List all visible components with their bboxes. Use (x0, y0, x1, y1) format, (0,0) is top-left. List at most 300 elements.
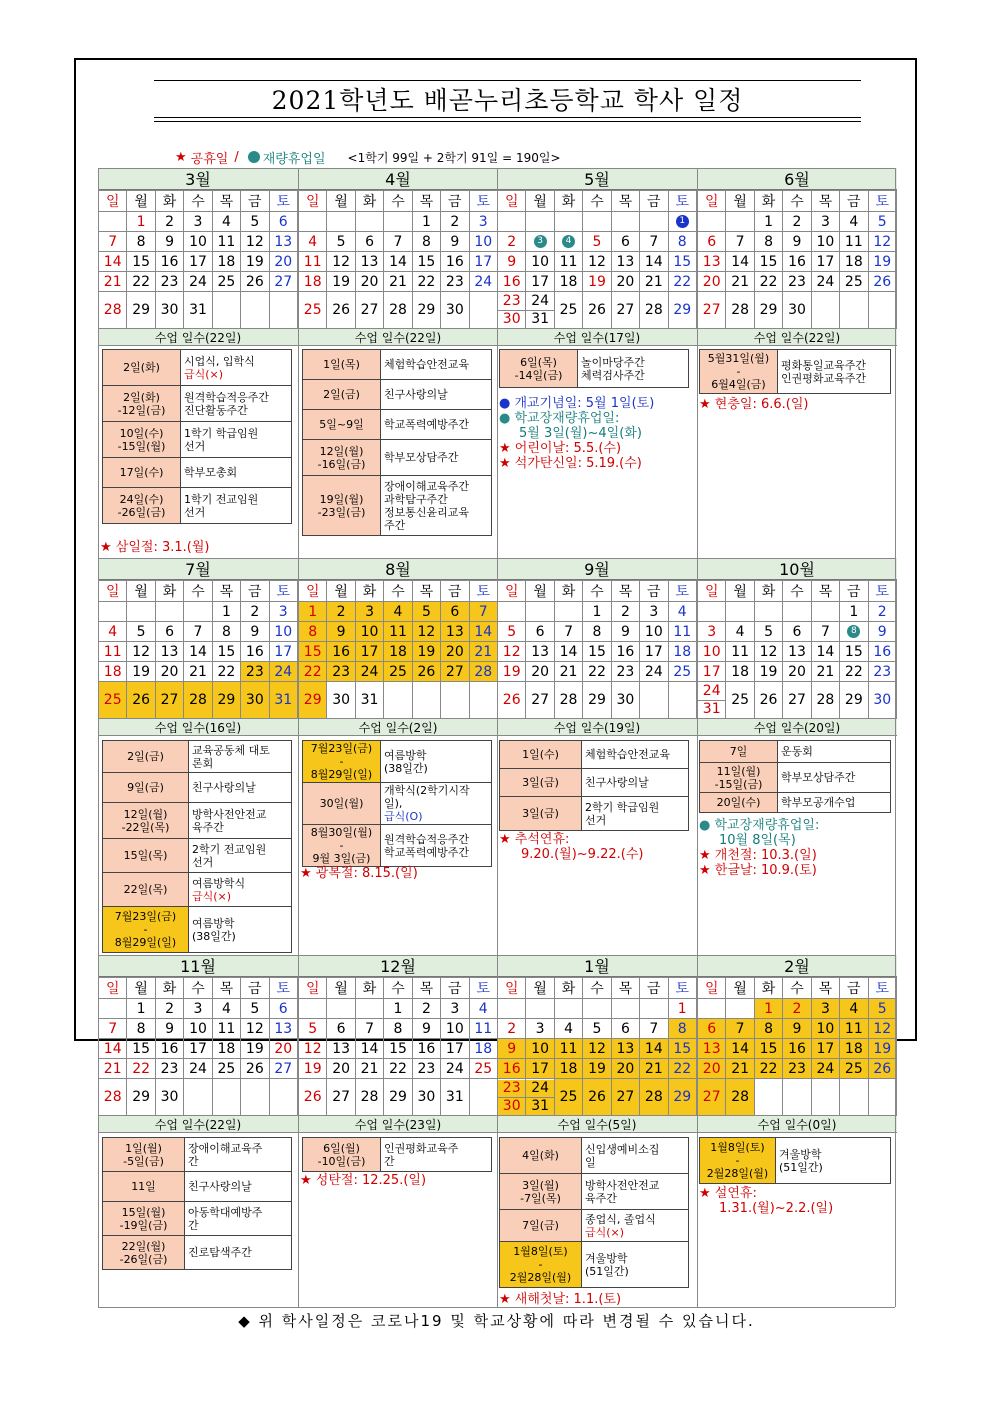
event-description (582, 1210, 689, 1242)
day-cell (554, 602, 582, 622)
day-cell: 6 (698, 232, 726, 252)
event-date: 2일(화) -12일(금) (103, 386, 181, 422)
day-cell: 9 (241, 622, 269, 642)
weekday-header: 토 (469, 581, 497, 602)
day-cell: 27 (526, 682, 554, 719)
day-cell: 21 (184, 662, 212, 682)
day-cell: 4 (299, 232, 327, 252)
event-text: 인권평화교육주 간 (384, 1141, 459, 1168)
month-title: 3월 (98, 168, 298, 190)
weekday-header: 월 (726, 581, 754, 602)
event-date: 3일(월) -7일(목) (500, 1174, 582, 1210)
event-description (189, 803, 292, 839)
day-cell: 4 (840, 212, 868, 232)
day-cell: 23 (783, 272, 811, 292)
weekday-header: 금 (241, 978, 269, 999)
day-cell: 11 (299, 252, 327, 272)
event-date: 30일(월) (303, 783, 381, 825)
day-cell: 17 (640, 642, 668, 662)
day-cell (212, 292, 240, 329)
day-cell: 15 (299, 642, 327, 662)
weekday-header: 화 (155, 978, 183, 999)
month-calendar-table (497, 580, 697, 719)
weekday-header: 월 (327, 978, 355, 999)
day-cell: 1 (212, 602, 240, 622)
weekday-header: 화 (355, 191, 383, 212)
holiday-note (719, 1201, 833, 1216)
day-cell (583, 212, 611, 232)
month-calendar-table (298, 190, 498, 329)
day-cell (811, 292, 839, 329)
day-cell: 20 (698, 272, 726, 292)
event-description (776, 1138, 891, 1184)
event-description (381, 1138, 492, 1172)
weekday-header: 목 (212, 581, 240, 602)
day-cell: 23 (441, 272, 469, 292)
day-cell: 8 (384, 1019, 412, 1039)
weekday-header: 금 (840, 191, 868, 212)
day-cell: 26 (583, 1079, 611, 1116)
day-cell: 30 (241, 682, 269, 719)
event-text: 겨울방학 (51일간) (585, 1251, 629, 1278)
day-cell: 7 (554, 622, 582, 642)
month-calendar-table (98, 580, 298, 719)
day-cell: 2 (155, 999, 183, 1019)
note-text: 새해첫날: 1.1.(토) (514, 1292, 622, 1307)
day-cell: 12 (412, 622, 440, 642)
event-date: 7일 (700, 741, 778, 763)
day-cell: 23 (868, 662, 896, 682)
day-cell: 1 (384, 999, 412, 1019)
day-cell: 15 (127, 1039, 155, 1059)
day-cell: 15 (384, 1039, 412, 1059)
day-cell: 3 (811, 212, 839, 232)
event-date: 1월8일(토) - 2월28일(월) (700, 1138, 776, 1184)
day-cell: 21 (640, 1059, 668, 1079)
month-calendar-table (298, 580, 498, 719)
event-description (381, 410, 492, 440)
event-text: 친구사랑의날 (585, 776, 649, 789)
day-cell (611, 212, 639, 232)
event-table (699, 740, 891, 813)
weekday-header: 수 (783, 581, 811, 602)
weekday-header: 수 (783, 191, 811, 212)
circle-icon: ● (499, 411, 515, 426)
day-cell: 5 (412, 602, 440, 622)
day-cell: 11 (212, 1019, 240, 1039)
day-cell: 24 31 (698, 682, 726, 719)
day-cell (783, 602, 811, 622)
school-days-label: 수업 일수(23일) (298, 1115, 498, 1133)
weekday-header: 일 (299, 978, 327, 999)
month-calendar-table (697, 190, 897, 329)
row-divider (98, 955, 895, 956)
day-cell: 26 (868, 1059, 896, 1079)
day-cell: 15 (754, 1039, 782, 1059)
holiday-note (499, 411, 619, 426)
weekday-header: 월 (127, 978, 155, 999)
day-cell: 6 (611, 1019, 639, 1039)
weekday-header: 수 (583, 978, 611, 999)
day-cell: 25 (469, 1059, 497, 1079)
event-description (189, 907, 292, 953)
day-cell: 4 (840, 999, 868, 1019)
day-cell: 19 (299, 1059, 327, 1079)
day-cell: 22 (299, 662, 327, 682)
weekday-header: 토 (868, 581, 896, 602)
event-date: 11일(월) -15일(금) (700, 763, 778, 793)
day-cell: 13 (441, 622, 469, 642)
event-description (381, 825, 492, 867)
weekday-header: 수 (384, 191, 412, 212)
day-cell (583, 999, 611, 1019)
weekday-header: 금 (441, 191, 469, 212)
day-cell: 19 (412, 642, 440, 662)
event-text: 종업식, 졸업식 (585, 1212, 656, 1226)
star-icon: ★ (499, 456, 515, 471)
circle-icon: ● (699, 818, 715, 833)
weekday-header: 화 (355, 581, 383, 602)
day-cell: 7 (726, 1019, 754, 1039)
day-cell: 16 (412, 1039, 440, 1059)
day-cell: 19 (583, 1059, 611, 1079)
note-text: 삼일절: 3.1.(월) (115, 540, 210, 555)
day-cell: 11 (554, 1039, 582, 1059)
column-divider (497, 168, 498, 1307)
day-cell (754, 602, 782, 622)
grid-border (895, 168, 896, 1307)
day-cell: 23 (412, 1059, 440, 1079)
event-table (499, 1137, 689, 1288)
holiday-note (521, 847, 643, 862)
day-cell: 2 (498, 1019, 526, 1039)
day-cell: 27 (783, 682, 811, 719)
day-cell: 1 (840, 602, 868, 622)
weekday-header: 수 (184, 978, 212, 999)
event-date: 2일(화) (103, 350, 181, 386)
day-cell: 20 (269, 252, 297, 272)
day-cell: 16 (441, 252, 469, 272)
weekday-header: 목 (212, 978, 240, 999)
day-cell: 8 (127, 232, 155, 252)
day-cell: 23 (783, 1059, 811, 1079)
day-cell: 25 (212, 272, 240, 292)
day-cell: 13 (526, 642, 554, 662)
day-cell: 7 (99, 232, 127, 252)
day-cell: 1 (583, 602, 611, 622)
day-cell (526, 999, 554, 1019)
day-cell (469, 1079, 497, 1116)
day-cell (868, 292, 896, 329)
day-cell (640, 682, 668, 719)
day-cell: 15 (583, 642, 611, 662)
day-cell: 29 (412, 292, 440, 329)
holiday-note (100, 540, 210, 555)
weekday-header: 화 (554, 581, 582, 602)
day-cell: 10 (184, 1019, 212, 1039)
weekday-header: 화 (155, 581, 183, 602)
day-cell: 8 (754, 1019, 782, 1039)
day-cell: 14 (99, 252, 127, 272)
day-cell: 24 31 (526, 1079, 554, 1116)
day-cell (269, 1079, 297, 1116)
day-cell: 11 (726, 642, 754, 662)
note-text: 1.31.(월)~2.2.(일) (719, 1201, 834, 1216)
weekday-header: 화 (754, 191, 782, 212)
day-cell: 26 (241, 272, 269, 292)
star-icon: ★ (499, 1292, 515, 1307)
day-cell: 22 (754, 1059, 782, 1079)
weekday-header: 일 (299, 581, 327, 602)
day-cell: 19 (868, 252, 896, 272)
weekday-header: 일 (299, 191, 327, 212)
day-cell: 13 (269, 232, 297, 252)
day-cell: 14 (811, 642, 839, 662)
month-title: 2월 (697, 955, 897, 977)
weekday-header: 목 (611, 191, 639, 212)
weekday-header: 목 (811, 191, 839, 212)
day-cell: 3 (469, 212, 497, 232)
day-cell: 3 (640, 602, 668, 622)
day-cell: 29 (840, 682, 868, 719)
day-cell: 12 (241, 1019, 269, 1039)
weekday-header: 수 (583, 581, 611, 602)
event-date: 19일(월) -23일(금) (303, 476, 381, 536)
day-cell: 24 (184, 1059, 212, 1079)
day-cell: 4 (384, 602, 412, 622)
row-divider (98, 168, 895, 169)
day-cell: 19 (583, 272, 611, 292)
day-cell: 23 (327, 662, 355, 682)
day-cell: 28 (184, 682, 212, 719)
day-cell: 18 (726, 662, 754, 682)
weekday-header: 월 (726, 978, 754, 999)
day-cell: 31 (184, 292, 212, 329)
star-icon: ★ (100, 540, 116, 555)
day-cell: 8 (668, 232, 696, 252)
day-cell (554, 212, 582, 232)
day-cell: 2 (611, 602, 639, 622)
weekday-header: 일 (99, 191, 127, 212)
day-cell: 24 (269, 662, 297, 682)
day-cell: 28 (726, 1079, 754, 1116)
circle-icon: ● (499, 396, 515, 411)
event-text: 체험학습안전교육 (384, 358, 470, 371)
day-cell: 1 (127, 212, 155, 232)
day-cell: 12 (299, 1039, 327, 1059)
day-cell: 4 (469, 999, 497, 1019)
day-cell: 17 (355, 642, 383, 662)
day-cell: 24 31 (526, 292, 554, 329)
weekday-header: 토 (269, 581, 297, 602)
day-cell (155, 602, 183, 622)
day-cell: 16 (155, 252, 183, 272)
day-cell (99, 999, 127, 1019)
note-text: 광복절: 8.15.(일) (315, 866, 418, 881)
event-description (185, 1138, 292, 1172)
event-text: 1학기 학급임원 선거 (184, 426, 259, 453)
day-cell: 13 (327, 1039, 355, 1059)
event-text: 장애이해교육주간 과학탐구주간 정보통신윤리교육 주간 (384, 479, 470, 532)
event-date: 6일(월) -10일(금) (303, 1138, 381, 1172)
event-date: 17일(수) (103, 458, 181, 488)
day-cell: 13 (611, 252, 639, 272)
day-cell: 17 (184, 252, 212, 272)
day-cell (754, 1079, 782, 1116)
month-title: 12월 (298, 955, 498, 977)
day-cell (811, 1079, 839, 1116)
holiday-note (719, 833, 796, 848)
event-description (189, 741, 292, 773)
day-cell (184, 1079, 212, 1116)
day-cell: 19 (241, 252, 269, 272)
day-cell: 28 (99, 1079, 127, 1116)
event-description (582, 797, 689, 831)
day-cell: 15 (412, 252, 440, 272)
day-cell: 1 (668, 999, 696, 1019)
day-cell: 30 (783, 292, 811, 329)
event-date: 7월23일(금) - 8월29일(일) (303, 741, 381, 783)
day-cell: 25 (726, 682, 754, 719)
day-cell: 29 (668, 292, 696, 329)
event-description (381, 476, 492, 536)
day-cell: 28 (355, 1079, 383, 1116)
note-text: 석가탄신일: 5.19.(수) (514, 456, 642, 471)
day-cell: 11 (212, 232, 240, 252)
day-cell: 20 (611, 272, 639, 292)
school-days-label: 수업 일수(5일) (497, 1115, 697, 1133)
weekday-header: 수 (583, 191, 611, 212)
day-cell: 10 (811, 1019, 839, 1039)
event-description (381, 380, 492, 410)
day-cell: 15 (754, 252, 782, 272)
day-cell: 6 (269, 212, 297, 232)
event-description (582, 741, 689, 769)
day-cell (498, 999, 526, 1019)
day-cell: 21 (554, 662, 582, 682)
weekday-header: 금 (640, 191, 668, 212)
event-description (582, 1174, 689, 1210)
day-cell: 7 (469, 602, 497, 622)
holiday-note (699, 848, 817, 863)
day-cell: 30 (155, 1079, 183, 1116)
day-cell: 28 (554, 682, 582, 719)
holiday-note (499, 1292, 621, 1307)
day-cell: 12 (327, 252, 355, 272)
day-cell: 13 (269, 1019, 297, 1039)
day-cell: 23 30 (498, 292, 526, 329)
weekday-header: 월 (327, 581, 355, 602)
day-cell: 29 (668, 1079, 696, 1116)
event-description (582, 1242, 689, 1288)
school-days-label: 수업 일수(2일) (298, 718, 498, 736)
school-days-label: 수업 일수(22일) (697, 328, 897, 346)
day-cell (384, 682, 412, 719)
day-cell: 28 (640, 292, 668, 329)
day-cell: 3 (184, 999, 212, 1019)
day-cell: 20 (269, 1039, 297, 1059)
weekday-header: 금 (840, 581, 868, 602)
day-cell: 18 (668, 642, 696, 662)
day-cell: 15 (127, 252, 155, 272)
day-cell: 30 (327, 682, 355, 719)
event-text: 개학식(2학기시작 일), (384, 784, 470, 810)
event-date: 6일(목) -14일(금) (500, 350, 578, 388)
day-cell: 24 (441, 1059, 469, 1079)
day-cell: 21 (99, 1059, 127, 1079)
day-cell: 12 (127, 642, 155, 662)
day-cell: 27 (698, 1079, 726, 1116)
day-cell: 12 (754, 642, 782, 662)
grid-border (98, 168, 99, 1307)
weekday-header: 수 (184, 191, 212, 212)
weekday-header: 금 (640, 581, 668, 602)
day-cell: 21 (726, 272, 754, 292)
event-text: 학부모공개수업 (781, 796, 856, 809)
day-cell: 4 (212, 212, 240, 232)
day-cell: 25 (554, 1079, 582, 1116)
month-title: 10월 (697, 558, 897, 580)
day-cell: 10 (526, 252, 554, 272)
star-icon: ★ (699, 1186, 715, 1201)
day-cell: 11 (554, 252, 582, 272)
day-cell: 29 (127, 292, 155, 329)
day-cell (526, 212, 554, 232)
day-cell: 2 (155, 212, 183, 232)
day-cell: 21 (726, 1059, 754, 1079)
day-cell (327, 212, 355, 232)
weekday-header: 금 (241, 191, 269, 212)
weekday-header: 토 (469, 191, 497, 212)
event-table (499, 349, 689, 388)
weekday-header: 화 (754, 978, 782, 999)
day-cell (554, 999, 582, 1019)
day-cell: 9 (783, 1019, 811, 1039)
day-cell: 7 (184, 622, 212, 642)
event-text: 진로탐색주간 (188, 1246, 252, 1259)
event-text: 방학사전안전교 육주간 (192, 807, 267, 834)
day-cell: 13 (698, 1039, 726, 1059)
event-table (302, 1137, 492, 1172)
day-cell: 2 (783, 212, 811, 232)
star-icon: ★ (699, 848, 715, 863)
event-text: 놀이마당주간 체력검사주간 (581, 355, 645, 382)
holiday-note (499, 441, 621, 456)
event-text: 학교폭력예방주간 (384, 418, 470, 431)
day-cell: 5 (327, 232, 355, 252)
weekday-header: 금 (441, 978, 469, 999)
day-cell: 2 (412, 999, 440, 1019)
day-cell: 14 (726, 1039, 754, 1059)
legend-holiday: 공휴일 (190, 151, 229, 167)
school-days-label: 수업 일수(0일) (697, 1115, 897, 1133)
event-text: 여름방학식 (192, 876, 246, 890)
day-cell: 5 (754, 622, 782, 642)
day-cell: 18 (384, 642, 412, 662)
day-cell: 21 (384, 272, 412, 292)
day-cell: 27 (327, 1079, 355, 1116)
day-cell: 16 (241, 642, 269, 662)
holiday-note (699, 863, 817, 878)
day-cell: 23 (241, 662, 269, 682)
day-cell: 3 (184, 212, 212, 232)
day-cell: 22 (127, 272, 155, 292)
day-cell: 16 (498, 1059, 526, 1079)
day-cell: 20 (783, 662, 811, 682)
weekday-header: 월 (526, 191, 554, 212)
day-cell: 18 (212, 252, 240, 272)
day-cell (384, 212, 412, 232)
